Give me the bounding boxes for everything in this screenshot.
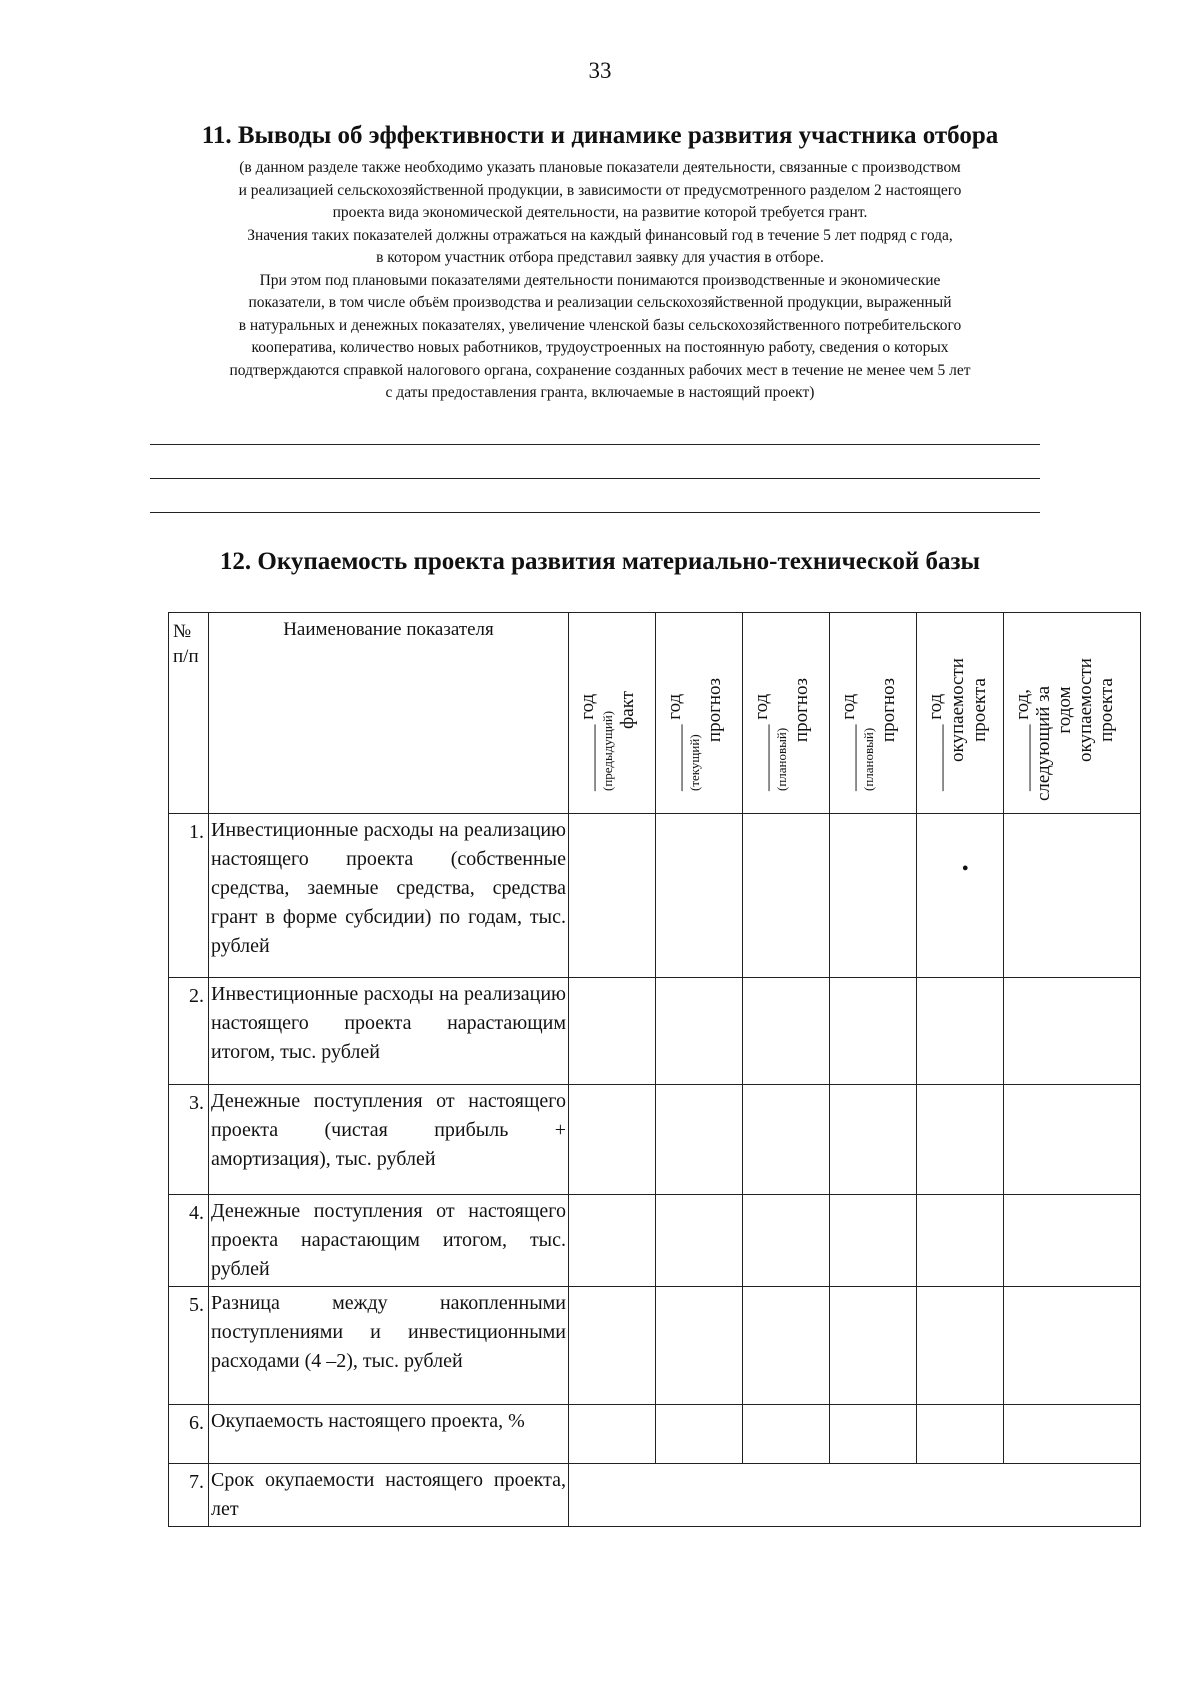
header-year: _______ год <box>838 693 859 791</box>
value-cell[interactable] <box>830 1287 917 1405</box>
value-cell[interactable] <box>569 1085 656 1195</box>
value-cell[interactable] <box>917 978 1004 1085</box>
header-year: _______ год <box>751 693 772 791</box>
header-col-planned-forecast-2 <box>830 613 917 814</box>
value-cell[interactable] <box>1004 1195 1141 1287</box>
value-cell[interactable] <box>1004 1287 1141 1405</box>
header-kind: прогноз <box>704 677 725 743</box>
header-col-planned-forecast-1 <box>743 613 830 814</box>
header-kind: прогноз <box>878 677 899 743</box>
value-cell[interactable] <box>917 1195 1004 1287</box>
row-number: 1. <box>169 814 209 978</box>
header-col-previous-fact <box>569 613 656 814</box>
header-year: _______ год <box>577 693 598 791</box>
value-cell[interactable] <box>656 1085 743 1195</box>
header-name: Наименование показателя <box>209 613 569 814</box>
value-cell[interactable] <box>569 1287 656 1405</box>
header-year-type: (плановый) <box>774 727 789 791</box>
note-line: подтверждаются справкой налогового органа, сохранение созданных рабочих мест в течение не менее чем 5 лет <box>229 361 971 379</box>
row-number: 3. <box>169 1085 209 1195</box>
header-year: _______ год <box>664 693 685 791</box>
note-line: проекта вида экономической деятельности, на развитие которой требуется грант. <box>332 204 868 221</box>
value-cell[interactable] <box>917 1405 1004 1464</box>
value-cell[interactable] <box>656 1405 743 1464</box>
value-cell[interactable] <box>830 1405 917 1464</box>
fill-in-line[interactable] <box>150 478 1040 479</box>
value-cell[interactable] <box>1004 1405 1141 1464</box>
value-cell[interactable] <box>656 1195 743 1287</box>
value-cell[interactable] <box>569 814 656 978</box>
value-cell[interactable] <box>830 1195 917 1287</box>
fill-in-line[interactable] <box>150 444 1040 445</box>
value-cell[interactable] <box>656 978 743 1085</box>
row-name: Окупаемость настоящего проекта, % <box>209 1405 569 1464</box>
row-name: Срок окупаемости настоящего проекта, лет <box>209 1464 569 1527</box>
header-kind: факт <box>617 690 638 730</box>
table-row <box>169 978 1141 1085</box>
value-cell[interactable] <box>917 1085 1004 1195</box>
header-kind: окупаемости <box>1075 658 1096 762</box>
payback-period-cell[interactable] <box>569 1464 1141 1527</box>
section-11-note <box>150 157 1050 405</box>
note-line: показатели, в том числе объём производства и реализации сельскохозяйственной продукции, выраженный <box>248 294 952 311</box>
payback-table <box>168 612 1141 1527</box>
value-cell[interactable] <box>1004 814 1141 978</box>
header-kind: следующий за <box>1033 685 1054 801</box>
value-cell[interactable] <box>743 1195 830 1287</box>
row-name: Разница между накопленными поступлениями и инвестиционными расходами (4 –2), тыс. рублей <box>209 1287 569 1405</box>
header-col-current-forecast <box>656 613 743 814</box>
row-name: Денежные поступления от настоящего проекта (чистая прибыль + амортизация), тыс. рублей <box>209 1085 569 1195</box>
header-year-type: (плановый) <box>861 727 876 791</box>
note-line: и реализацией сельскохозяйственной продукции, в зависимости от предусмотренного разделом 2 настоящего <box>238 181 962 199</box>
note-line: При этом под плановыми показателями деятельности понимаются производственные и экономические <box>259 271 941 289</box>
note-line: в натуральных и денежных показателях, увеличение членской базы сельскохозяйственного потребительского <box>238 316 962 334</box>
row-name: Денежные поступления от настоящего проекта нарастающим итогом, тыс. рублей <box>209 1195 569 1287</box>
section-11-title: 11. Выводы об эффективности и динамике развития участника отбора <box>201 122 999 149</box>
stray-mark: • <box>961 858 969 880</box>
value-cell[interactable] <box>1004 1085 1141 1195</box>
table-header-row <box>169 613 1141 814</box>
page-number: 33 <box>588 58 612 83</box>
header-year: _______ год <box>925 693 946 791</box>
row-name: Инвестиционные расходы на реализацию настоящего проекта нарастающим итогом, тыс. рублей <box>209 978 569 1085</box>
value-cell[interactable] <box>743 1405 830 1464</box>
row-number: 2. <box>169 978 209 1085</box>
value-cell[interactable] <box>830 978 917 1085</box>
row-number: 4. <box>169 1195 209 1287</box>
value-cell[interactable] <box>569 1405 656 1464</box>
row-number: 6. <box>169 1405 209 1464</box>
header-kind: годом <box>1054 686 1075 734</box>
value-cell[interactable] <box>743 1287 830 1405</box>
value-cell[interactable] <box>743 814 830 978</box>
value-cell[interactable] <box>743 1085 830 1195</box>
note-line: с даты предоставления гранта, включаемые в настоящий проект) <box>385 384 815 401</box>
row-number: 5. <box>169 1287 209 1405</box>
table-row <box>169 814 1141 978</box>
value-cell[interactable] <box>917 814 1004 978</box>
value-cell[interactable] <box>743 978 830 1085</box>
value-cell[interactable] <box>917 1287 1004 1405</box>
header-kind: прогноз <box>791 677 812 743</box>
header-num: № п/п <box>169 613 209 814</box>
header-year-type: (текущий) <box>687 734 702 791</box>
value-cell[interactable] <box>569 1195 656 1287</box>
table-row <box>169 1195 1141 1287</box>
value-cell[interactable] <box>656 814 743 978</box>
row-number: 7. <box>169 1464 209 1527</box>
header-kind: проекта <box>969 678 990 742</box>
header-year-type: (предыдущий) <box>600 710 615 791</box>
header-kind: окупаемости <box>947 658 968 762</box>
table-row <box>169 1287 1141 1405</box>
value-cell[interactable] <box>830 1085 917 1195</box>
note-line: Значения таких показателей должны отражаться на каждый финансовый год в течение 5 лет подряд с года, <box>247 226 953 244</box>
table-row <box>169 1464 1141 1527</box>
row-name: Инвестиционные расходы на реализацию настоящего проекта (собственные средства, заемные средства, средства грант в форме субсидии) по годам, тыс. рублей <box>209 814 569 978</box>
table-row <box>169 1405 1141 1464</box>
table-row <box>169 1085 1141 1195</box>
note-line: (в данном разделе также необходимо указать плановые показатели деятельности, связанные с производством <box>239 159 961 176</box>
value-cell[interactable] <box>569 978 656 1085</box>
note-line: в котором участник отбора представил заявку для участия в отборе. <box>376 249 824 266</box>
header-col-after-payback <box>1004 613 1141 814</box>
value-cell[interactable] <box>1004 978 1141 1085</box>
header-year: _______ год, <box>1012 689 1033 791</box>
header-kind: проекта <box>1096 678 1117 742</box>
header-col-payback-year <box>917 613 1004 814</box>
value-cell[interactable] <box>656 1287 743 1405</box>
value-cell[interactable] <box>830 814 917 978</box>
section-12-title: 12. Окупаемость проекта развития материально-технической базы <box>219 548 981 575</box>
note-line: кооператива, количество новых работников, трудоустроенных на постоянную работу, сведения о которых <box>251 339 949 356</box>
fill-in-line[interactable] <box>150 512 1040 513</box>
